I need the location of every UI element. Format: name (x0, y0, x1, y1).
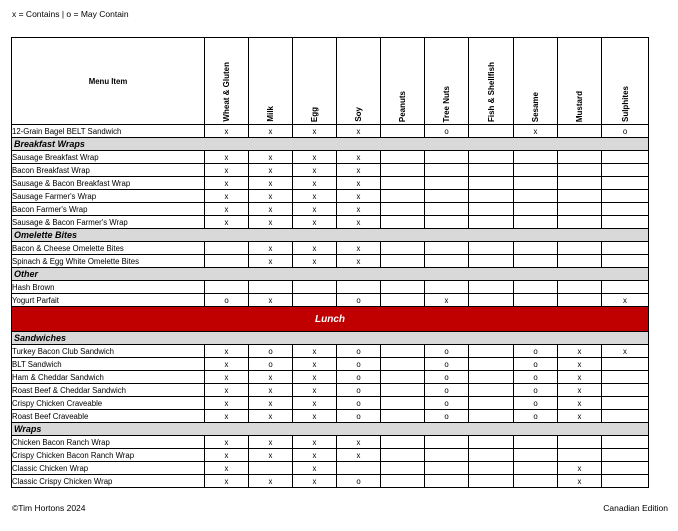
allergen-cell: x (558, 345, 602, 358)
allergen-cell: x (249, 436, 293, 449)
allergen-cell: x (293, 151, 337, 164)
allergen-cell: o (337, 475, 381, 488)
allergen-cell (469, 384, 514, 397)
copyright: ©Tim Hortons 2024 (12, 503, 86, 513)
allergen-cell: x (293, 190, 337, 203)
allergen-cell (469, 358, 514, 371)
allergen-cell (381, 462, 425, 475)
allergen-cell (425, 462, 469, 475)
allergen-cell: o (337, 397, 381, 410)
allergen-cell (514, 294, 558, 307)
allergen-cell (381, 397, 425, 410)
table-row (12, 358, 649, 371)
allergen-header-wheat-gluten: Wheat & Gluten (205, 38, 249, 125)
allergen-cell: x (205, 371, 249, 384)
allergen-cell: x (205, 125, 249, 138)
allergen-cell (469, 164, 514, 177)
allergen-cell (558, 164, 602, 177)
allergen-cell: x (205, 164, 249, 177)
table-row (12, 462, 649, 475)
table-row (12, 177, 649, 190)
allergen-cell: o (514, 358, 558, 371)
allergen-cell (602, 436, 649, 449)
allergen-cell: x (205, 151, 249, 164)
allergen-cell (381, 281, 425, 294)
allergen-cell (514, 281, 558, 294)
allergen-cell (602, 449, 649, 462)
allergen-cell (558, 449, 602, 462)
allergen-cell (469, 449, 514, 462)
allergen-cell (469, 371, 514, 384)
menu-item-name: 12-Grain Bagel BELT Sandwich (12, 125, 205, 138)
allergen-cell: o (514, 371, 558, 384)
allergen-cell (602, 371, 649, 384)
allergen-cell (602, 462, 649, 475)
allergen-cell: x (249, 449, 293, 462)
allergen-cell: x (293, 216, 337, 229)
allergen-header-sulphites: Sulphites (602, 38, 649, 125)
allergen-table (11, 37, 649, 488)
allergen-cell (469, 255, 514, 268)
allergen-cell: x (205, 384, 249, 397)
menu-item-name: Sausage Breakfast Wrap (12, 151, 205, 164)
menu-item-name: Sausage Farmer's Wrap (12, 190, 205, 203)
allergen-cell (469, 190, 514, 203)
menu-item-header: Menu Item (12, 38, 205, 125)
table-row (12, 203, 649, 216)
allergen-header-peanuts: Peanuts (381, 38, 425, 125)
section-header-row (12, 423, 649, 436)
allergen-cell (514, 216, 558, 229)
allergen-cell (381, 203, 425, 216)
table-row (12, 294, 649, 307)
allergen-cell: o (602, 125, 649, 138)
allergen-cell: x (293, 345, 337, 358)
allergen-cell (337, 462, 381, 475)
allergen-cell: o (514, 397, 558, 410)
allergen-cell (381, 190, 425, 203)
allergen-cell (469, 462, 514, 475)
allergen-cell: x (558, 410, 602, 423)
allergen-cell: x (337, 436, 381, 449)
allergen-cell (205, 255, 249, 268)
menu-item-name: Crispy Chicken Bacon Ranch Wrap (12, 449, 205, 462)
table-row (12, 384, 649, 397)
allergen-cell (602, 164, 649, 177)
meal-header-row (12, 307, 649, 332)
allergen-cell: x (249, 242, 293, 255)
menu-item-name: BLT Sandwich (12, 358, 205, 371)
allergen-cell: x (249, 190, 293, 203)
allergen-cell (425, 164, 469, 177)
allergen-cell: x (249, 410, 293, 423)
allergen-cell: x (249, 216, 293, 229)
allergen-cell: x (337, 449, 381, 462)
allergen-cell: x (205, 345, 249, 358)
allergen-cell: x (293, 475, 337, 488)
table-row (12, 475, 649, 488)
section-header-row (12, 332, 649, 345)
allergen-cell: o (249, 345, 293, 358)
allergen-cell: x (249, 177, 293, 190)
allergen-cell (337, 281, 381, 294)
allergen-cell: x (558, 397, 602, 410)
allergen-cell (469, 177, 514, 190)
allergen-cell: x (602, 294, 649, 307)
allergen-cell (602, 177, 649, 190)
allergen-cell (558, 151, 602, 164)
allergen-cell (558, 177, 602, 190)
allergen-header-egg: Egg (293, 38, 337, 125)
allergen-cell (558, 190, 602, 203)
allergen-cell (469, 216, 514, 229)
table-row (12, 345, 649, 358)
allergen-cell: x (249, 397, 293, 410)
allergen-cell (469, 281, 514, 294)
allergen-cell: x (602, 345, 649, 358)
header-row (12, 38, 649, 125)
allergen-cell (558, 294, 602, 307)
allergen-cell: x (205, 177, 249, 190)
allergen-cell (469, 397, 514, 410)
table-row (12, 125, 649, 138)
allergen-cell: o (337, 358, 381, 371)
menu-item-name: Hash Brown (12, 281, 205, 294)
section-title: Breakfast Wraps (12, 138, 649, 151)
section-title: Wraps (12, 423, 649, 436)
allergen-cell: o (514, 410, 558, 423)
allergen-cell (602, 255, 649, 268)
table-row (12, 436, 649, 449)
allergen-cell: x (558, 358, 602, 371)
allergen-cell (469, 242, 514, 255)
allergen-cell: x (205, 397, 249, 410)
allergen-cell: x (249, 164, 293, 177)
table-body (12, 125, 649, 488)
allergen-cell: o (337, 384, 381, 397)
allergen-cell: x (558, 371, 602, 384)
allergen-cell (514, 449, 558, 462)
allergen-cell (514, 151, 558, 164)
allergen-cell (558, 281, 602, 294)
menu-item-name: Yogurt Parfait (12, 294, 205, 307)
allergen-cell (558, 216, 602, 229)
allergen-header-soy: Soy (337, 38, 381, 125)
allergen-header-fish-shellfish: Fish & Shellfish (469, 38, 514, 125)
allergen-cell: x (293, 462, 337, 475)
table-row (12, 281, 649, 294)
allergen-cell (425, 242, 469, 255)
allergen-cell: x (205, 462, 249, 475)
allergen-cell (381, 125, 425, 138)
menu-item-name: Bacon Breakfast Wrap (12, 164, 205, 177)
allergen-cell (381, 410, 425, 423)
allergen-cell (381, 177, 425, 190)
allergen-cell: x (514, 125, 558, 138)
allergen-cell: x (558, 475, 602, 488)
allergen-cell: x (293, 164, 337, 177)
allergen-cell (602, 203, 649, 216)
allergen-cell: x (249, 475, 293, 488)
allergen-cell (425, 216, 469, 229)
allergen-cell (381, 294, 425, 307)
allergen-cell (425, 151, 469, 164)
allergen-cell: x (558, 462, 602, 475)
allergen-cell (425, 449, 469, 462)
allergen-cell (514, 475, 558, 488)
allergen-cell: o (514, 345, 558, 358)
allergen-cell (381, 475, 425, 488)
allergen-cell: x (205, 410, 249, 423)
allergen-header-milk: Milk (249, 38, 293, 125)
allergen-cell (602, 242, 649, 255)
table-row (12, 164, 649, 177)
menu-item-name: Sausage & Bacon Breakfast Wrap (12, 177, 205, 190)
menu-item-name: Bacon & Cheese Omelette Bites (12, 242, 205, 255)
allergen-cell (293, 294, 337, 307)
allergen-cell: o (205, 294, 249, 307)
allergen-cell (514, 177, 558, 190)
allergen-cell: x (337, 151, 381, 164)
allergen-cell (381, 371, 425, 384)
menu-item-name: Turkey Bacon Club Sandwich (12, 345, 205, 358)
allergen-cell: x (249, 203, 293, 216)
allergen-cell (425, 203, 469, 216)
allergen-cell (558, 436, 602, 449)
table-row (12, 255, 649, 268)
table-row (12, 190, 649, 203)
allergen-cell: x (337, 216, 381, 229)
allergen-cell: x (293, 242, 337, 255)
allergen-cell: x (249, 384, 293, 397)
allergen-cell (425, 281, 469, 294)
meal-title: Lunch (12, 307, 649, 332)
allergen-cell: x (293, 177, 337, 190)
allergen-cell: x (205, 216, 249, 229)
allergen-cell: o (425, 345, 469, 358)
allergen-cell (469, 410, 514, 423)
menu-item-name: Roast Beef & Cheddar Sandwich (12, 384, 205, 397)
legend: x = Contains | o = May Contain (12, 9, 129, 19)
allergen-cell: o (425, 358, 469, 371)
allergen-cell: x (293, 436, 337, 449)
allergen-cell: o (337, 371, 381, 384)
allergen-cell (602, 397, 649, 410)
allergen-cell: o (425, 410, 469, 423)
allergen-cell (381, 216, 425, 229)
allergen-cell: o (337, 345, 381, 358)
allergen-cell (425, 475, 469, 488)
allergen-cell: o (425, 397, 469, 410)
allergen-cell (425, 177, 469, 190)
allergen-cell: x (337, 203, 381, 216)
allergen-cell (205, 242, 249, 255)
allergen-cell (381, 449, 425, 462)
allergen-header-tree-nuts: Tree Nuts (425, 38, 469, 125)
allergen-cell: o (337, 294, 381, 307)
allergen-cell: x (293, 125, 337, 138)
allergen-cell (293, 281, 337, 294)
allergen-cell: o (249, 358, 293, 371)
allergen-cell (558, 125, 602, 138)
allergen-cell: x (249, 151, 293, 164)
section-header-row (12, 138, 649, 151)
allergen-cell: o (425, 371, 469, 384)
menu-item-name: Sausage & Bacon Farmer's Wrap (12, 216, 205, 229)
menu-item-name: Roast Beef Craveable (12, 410, 205, 423)
allergen-cell: x (337, 190, 381, 203)
allergen-cell: x (337, 242, 381, 255)
menu-item-name: Classic Crispy Chicken Wrap (12, 475, 205, 488)
menu-item-name: Chicken Bacon Ranch Wrap (12, 436, 205, 449)
allergen-cell (602, 281, 649, 294)
allergen-cell: x (249, 255, 293, 268)
section-header-row (12, 229, 649, 242)
allergen-cell (469, 436, 514, 449)
allergen-cell: x (293, 203, 337, 216)
allergen-cell (514, 203, 558, 216)
allergen-cell (469, 125, 514, 138)
allergen-cell: x (293, 371, 337, 384)
allergen-cell: x (558, 384, 602, 397)
allergen-cell (381, 345, 425, 358)
allergen-cell (514, 436, 558, 449)
allergen-cell (514, 190, 558, 203)
table-row (12, 216, 649, 229)
menu-item-name: Crispy Chicken Craveable (12, 397, 205, 410)
allergen-cell (602, 384, 649, 397)
allergen-cell: x (337, 255, 381, 268)
allergen-cell: x (337, 177, 381, 190)
allergen-cell (558, 255, 602, 268)
allergen-cell: x (205, 190, 249, 203)
allergen-cell (602, 358, 649, 371)
allergen-cell (602, 190, 649, 203)
menu-item-name: Spinach & Egg White Omelette Bites (12, 255, 205, 268)
allergen-cell (469, 345, 514, 358)
allergen-cell (469, 294, 514, 307)
allergen-cell (249, 281, 293, 294)
allergen-cell (558, 203, 602, 216)
allergen-cell (381, 436, 425, 449)
allergen-cell (425, 255, 469, 268)
allergen-cell (381, 151, 425, 164)
allergen-cell: x (293, 384, 337, 397)
allergen-cell (381, 242, 425, 255)
allergen-cell (425, 436, 469, 449)
allergen-cell (381, 384, 425, 397)
allergen-cell (425, 190, 469, 203)
allergen-cell: x (337, 164, 381, 177)
allergen-cell (381, 358, 425, 371)
allergen-cell (602, 151, 649, 164)
allergen-cell (469, 203, 514, 216)
allergen-cell: o (337, 410, 381, 423)
allergen-cell: x (293, 255, 337, 268)
allergen-cell (469, 475, 514, 488)
allergen-cell: x (249, 294, 293, 307)
section-header-row (12, 268, 649, 281)
table-row (12, 410, 649, 423)
allergen-cell: x (293, 410, 337, 423)
allergen-cell (602, 216, 649, 229)
allergen-cell (249, 462, 293, 475)
allergen-cell: x (205, 358, 249, 371)
section-title: Other (12, 268, 649, 281)
allergen-cell (514, 462, 558, 475)
allergen-cell: x (205, 203, 249, 216)
allergen-cell: x (205, 475, 249, 488)
allergen-cell: x (337, 125, 381, 138)
edition-label: Canadian Edition (603, 503, 668, 513)
allergen-cell: o (425, 125, 469, 138)
allergen-cell: o (514, 384, 558, 397)
allergen-cell: x (293, 358, 337, 371)
allergen-cell (514, 255, 558, 268)
allergen-cell: x (293, 449, 337, 462)
allergen-header-mustard: Mustard (558, 38, 602, 125)
allergen-cell: x (249, 371, 293, 384)
menu-item-name: Classic Chicken Wrap (12, 462, 205, 475)
menu-item-name: Bacon Farmer's Wrap (12, 203, 205, 216)
table-row (12, 397, 649, 410)
allergen-cell (514, 242, 558, 255)
allergen-cell (602, 410, 649, 423)
section-title: Sandwiches (12, 332, 649, 345)
table-row (12, 151, 649, 164)
table-row (12, 242, 649, 255)
allergen-cell (514, 164, 558, 177)
allergen-cell (381, 164, 425, 177)
table-row (12, 371, 649, 384)
allergen-cell: o (425, 384, 469, 397)
allergen-header-sesame: Sesame (514, 38, 558, 125)
allergen-cell: x (425, 294, 469, 307)
table-row (12, 449, 649, 462)
allergen-cell: x (293, 397, 337, 410)
allergen-cell (469, 151, 514, 164)
section-title: Omelette Bites (12, 229, 649, 242)
allergen-cell (558, 242, 602, 255)
allergen-cell: x (205, 436, 249, 449)
allergen-cell (381, 255, 425, 268)
allergen-cell (205, 281, 249, 294)
allergen-cell (602, 475, 649, 488)
allergen-cell: x (205, 449, 249, 462)
menu-item-name: Ham & Cheddar Sandwich (12, 371, 205, 384)
allergen-cell: x (249, 125, 293, 138)
